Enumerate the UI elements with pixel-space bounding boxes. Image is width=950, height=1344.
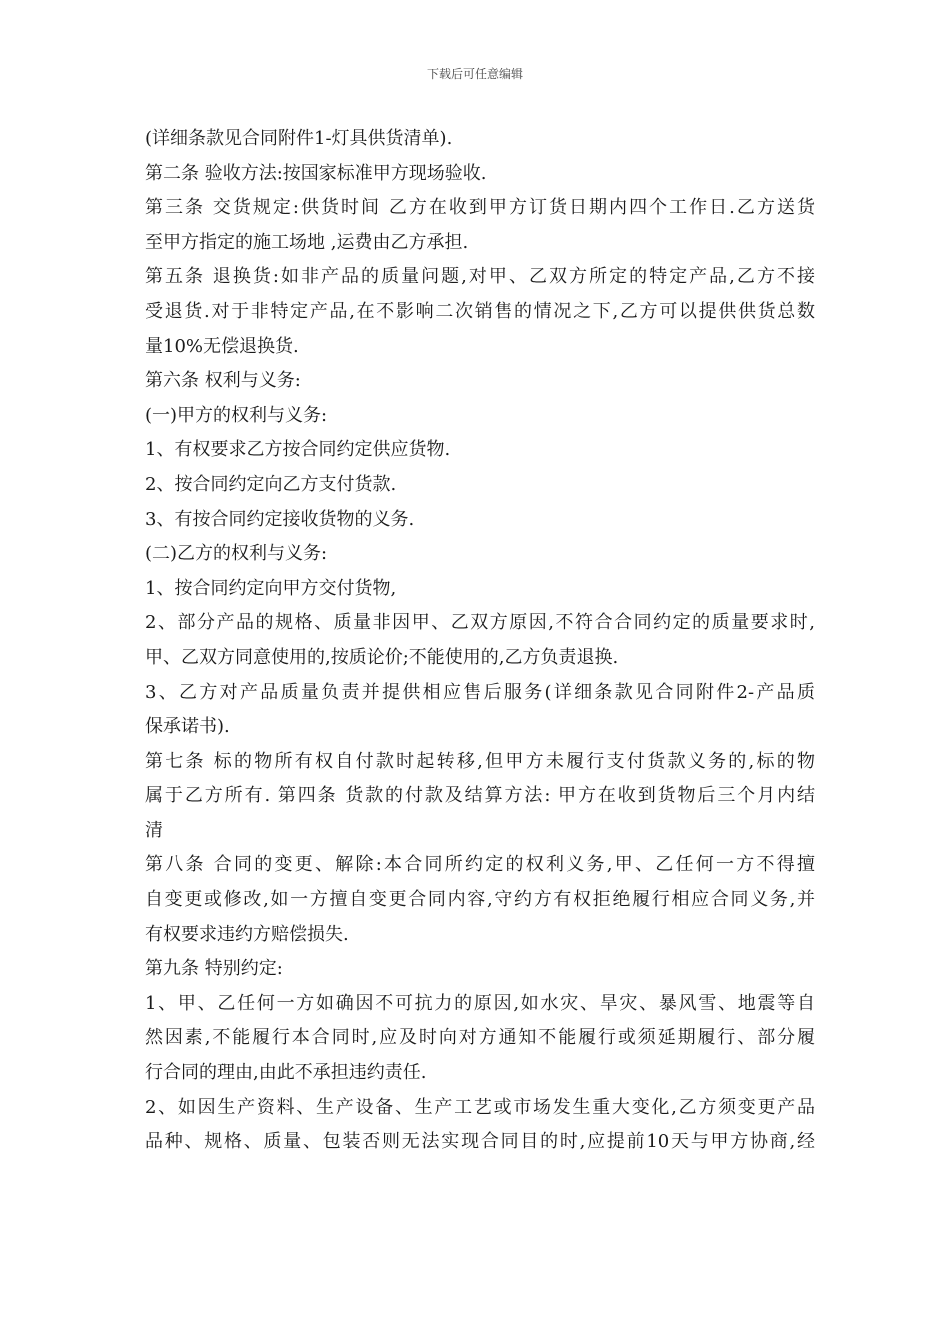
contract-line: 第九条 特别约定:: [145, 958, 283, 980]
contract-line: 甲、乙双方同意使用的,按质论价;不能使用的,乙方负责退换.: [145, 646, 619, 668]
contract-line: 第八条 合同的变更、解除:本合同所约定的权利义务,甲、乙任何一方不得擅: [145, 854, 815, 876]
contract-line: 3、有按合同约定接收货物的义务.: [145, 508, 415, 530]
contract-line: 第三条 交货规定:供货时间 乙方在收到甲方订货日期内四个工作日.乙方送货: [145, 197, 815, 219]
contract-line: 量10%无偿退换货.: [145, 335, 299, 357]
contract-line: 2、如因生产资料、生产设备、生产工艺或市场发生重大变化,乙方须变更产品: [145, 1096, 815, 1118]
contract-line: 属于乙方所有. 第四条 货款的付款及结算方法: 甲方在收到货物后三个月内结: [145, 785, 815, 807]
contract-line: 有权要求违约方赔偿损失.: [145, 923, 349, 945]
contract-line: 保承诺书).: [145, 716, 230, 738]
contract-line: 3、乙方对产品质量负责并提供相应售后服务(详细条款见合同附件2-产品质: [145, 681, 815, 703]
contract-line: (一)甲方的权利与义务:: [145, 404, 328, 426]
contract-line: 至甲方指定的施工场地 ,运费由乙方承担.: [145, 231, 469, 253]
contract-line: 2、按合同约定向乙方支付货款.: [145, 473, 397, 495]
contract-line: 行合同的理由,由此不承担违约责任.: [145, 1062, 427, 1084]
contract-line: 清: [145, 819, 163, 841]
contract-line: 第六条 权利与义务:: [145, 370, 301, 392]
contract-line: 2、部分产品的规格、质量非因甲、乙双方原因,不符合合同约定的质量要求时,: [145, 612, 815, 634]
contract-body: [145, 122, 815, 1160]
contract-line: 品种、规格、质量、包装否则无法实现合同目的时,应提前10天与甲方协商,经: [145, 1131, 815, 1153]
contract-line: 受退货.对于非特定产品,在不影响二次销售的情况之下,乙方可以提供供货总数: [145, 300, 815, 322]
contract-line: 第五条 退换货:如非产品的质量问题,对甲、乙双方所定的特定产品,乙方不接: [145, 266, 815, 288]
contract-line: 1、甲、乙任何一方如确因不可抗力的原因,如水灾、旱灾、暴风雪、地震等自: [145, 992, 815, 1014]
contract-line: 第七条 标的物所有权自付款时起转移,但甲方未履行支付货款义务的,标的物: [145, 750, 815, 772]
contract-line: 然因素,不能履行本合同时,应及时向对方通知不能履行或须延期履行、部分履: [145, 1027, 815, 1049]
contract-line: 1、有权要求乙方按合同约定供应货物.: [145, 439, 451, 461]
contract-line: 1、按合同约定向甲方交付货物,: [145, 577, 397, 599]
contract-line: (详细条款见合同附件1-灯具供货清单).: [145, 128, 453, 149]
page-header: 下载后可任意编辑: [426, 67, 523, 81]
contract-line: (二)乙方的权利与义务:: [145, 543, 328, 565]
contract-line: 第二条 验收方法:按国家标准甲方现场验收.: [145, 162, 487, 184]
contract-line: 自变更或修改,如一方擅自变更合同内容,守约方有权拒绝履行相应合同义务,并: [145, 889, 815, 911]
